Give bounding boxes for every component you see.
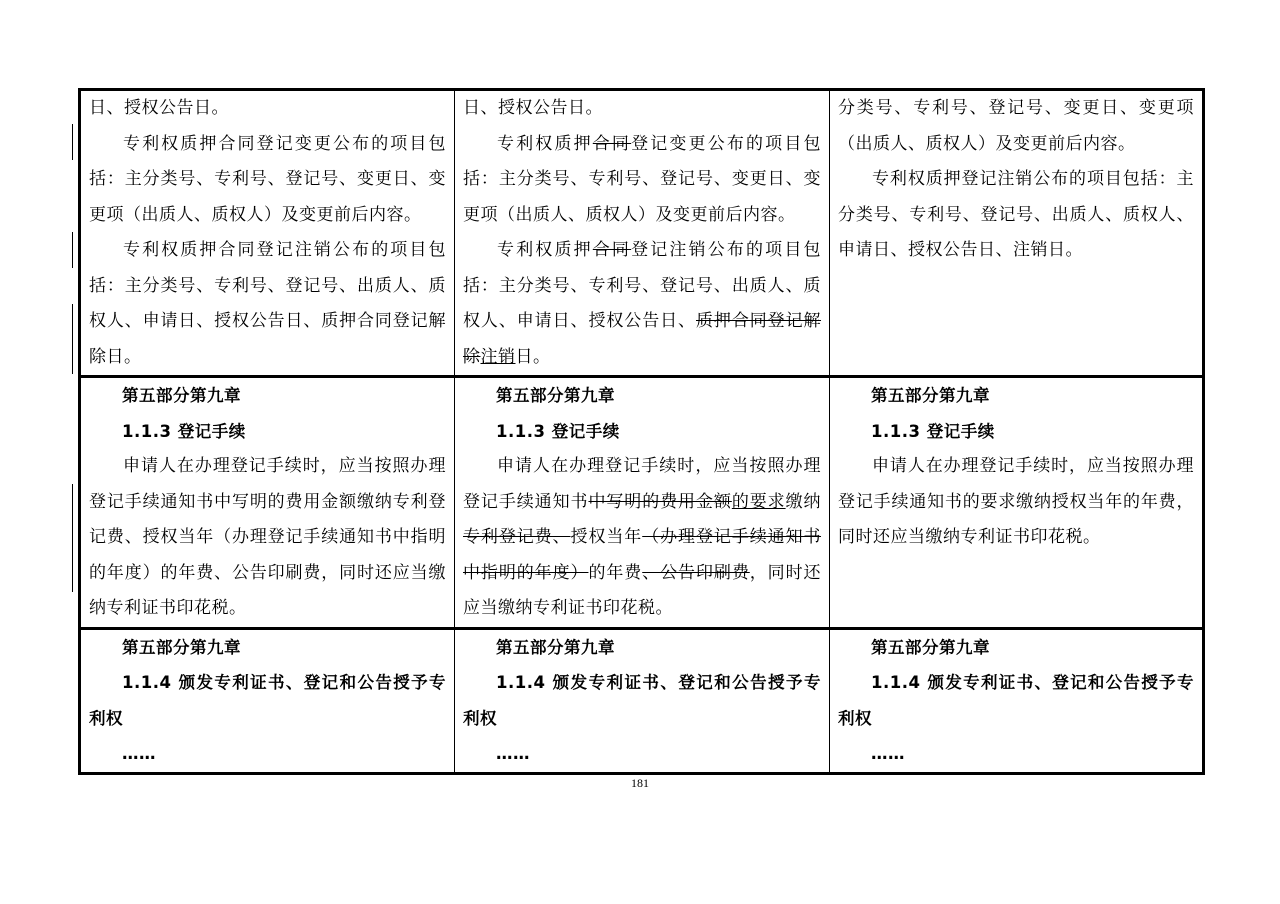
text-run: 专利权质押	[497, 133, 593, 154]
text-run: 授权当年	[570, 527, 643, 547]
paragraph	[463, 127, 821, 234]
table-row	[80, 628, 1204, 773]
section-subheading: 1.1.4 颁发专利证书、登记和公告授予专利权	[463, 673, 821, 728]
section-heading: 第五部分第九章	[122, 637, 241, 657]
section-heading: 第五部分第九章	[871, 637, 990, 657]
inserted-text: 注销	[480, 346, 516, 367]
page-number: 181	[631, 776, 649, 790]
section-subheading: 1.1.3 登记手续	[871, 421, 995, 441]
deleted-text: 、公告印刷费	[642, 562, 750, 583]
paragraph: 专利权质押登记注销公布的项目包括：主分类号、专利号、登记号、出质人、质权人、申请日、授权公告日、注销日。	[838, 169, 1194, 260]
text-run: 登记变更公布的项目包括：主分类号、专利号、登记号、变更日、变更项（出质人、质权人）及变更前后内容。	[463, 133, 821, 225]
text-run: 申请人在办理登记手续时，应当按照办理登记手续通知书	[463, 456, 821, 512]
deleted-text: 质押合同登记解除	[463, 311, 822, 367]
comparison-table	[78, 88, 1205, 775]
paragraph: 日、授权公告日。	[463, 98, 603, 118]
ellipsis: ……	[122, 744, 156, 763]
text-run: ，同时还应当缴纳专利证书印花税。	[463, 562, 822, 618]
change-bar	[72, 232, 73, 268]
paragraph: 日、授权公告日。	[89, 98, 229, 118]
paragraph: 专利权质押合同登记注销公布的项目包括：主分类号、专利号、登记号、出质人、质权人、申请日、授权公告日、质押合同登记解除日。	[89, 240, 446, 367]
table-cell-original	[80, 377, 455, 629]
deleted-text: 专利登记费、	[463, 527, 571, 547]
section-heading: 第五部分第九章	[122, 386, 241, 405]
table-cell-original	[80, 90, 455, 377]
change-bar	[72, 124, 73, 160]
section-heading: 第五部分第九章	[871, 386, 990, 405]
table-row	[80, 377, 1204, 629]
deleted-text: 合同	[592, 133, 632, 154]
section-subheading: 1.1.4 颁发专利证书、登记和公告授予专利权	[838, 673, 1194, 728]
table-cell-revised	[830, 628, 1204, 773]
table-cell-original	[80, 628, 455, 773]
table-cell-revised	[830, 90, 1204, 377]
ellipsis: ……	[496, 744, 530, 763]
text-run: 的年费	[588, 562, 643, 583]
paragraph: 申请人在办理登记手续时，应当按照办理登记手续通知书的要求缴纳授权当年的年费，同时还应当缴纳专利证书印花税。	[838, 456, 1194, 547]
section-subheading: 1.1.3 登记手续	[122, 421, 246, 441]
text-run: 登记注销公布的项目包括：主分类号、专利号、登记号、出质人、质权人、申请日、授权公告日、	[463, 240, 821, 331]
table-row	[80, 90, 1204, 377]
change-bar	[72, 304, 73, 374]
paragraph	[463, 233, 821, 375]
table-cell-revised	[830, 377, 1204, 629]
text-run: 日。	[515, 346, 551, 367]
deleted-text: 中写明的费用金额	[588, 491, 732, 512]
deleted-text: （办理登记手续通知书中指明的年度）	[463, 527, 822, 583]
table-cell-revision-marked	[455, 628, 830, 773]
paragraph: 申请人在办理登记手续时，应当按照办理登记手续通知书中写明的费用金额缴纳专利登记费、授权当年（办理登记手续通知书中指明的年度）的年费、公告印刷费，同时还应当缴纳专利证书印花税。	[89, 456, 446, 618]
table-cell-revision-marked	[455, 90, 830, 377]
paragraph: 专利权质押合同登记变更公布的项目包括：主分类号、专利号、登记号、变更日、变更项（出质人、质权人）及变更前后内容。	[89, 133, 446, 225]
deleted-text: 合同	[592, 240, 632, 260]
ellipsis: ……	[871, 744, 905, 763]
section-subheading: 1.1.4 颁发专利证书、登记和公告授予专利权	[89, 673, 446, 728]
table-cell-revision-marked	[455, 377, 830, 629]
paragraph	[463, 449, 821, 627]
section-heading: 第五部分第九章	[496, 386, 615, 405]
inserted-text: 的要求	[731, 491, 786, 512]
section-subheading: 1.1.3 登记手续	[496, 421, 620, 441]
text-run: 缴纳	[785, 491, 822, 512]
paragraph: 分类号、专利号、登记号、变更日、变更项（出质人、质权人）及变更前后内容。	[838, 98, 1194, 154]
text-run: 专利权质押	[497, 240, 593, 260]
section-heading: 第五部分第九章	[496, 637, 615, 657]
change-bar	[72, 484, 73, 592]
